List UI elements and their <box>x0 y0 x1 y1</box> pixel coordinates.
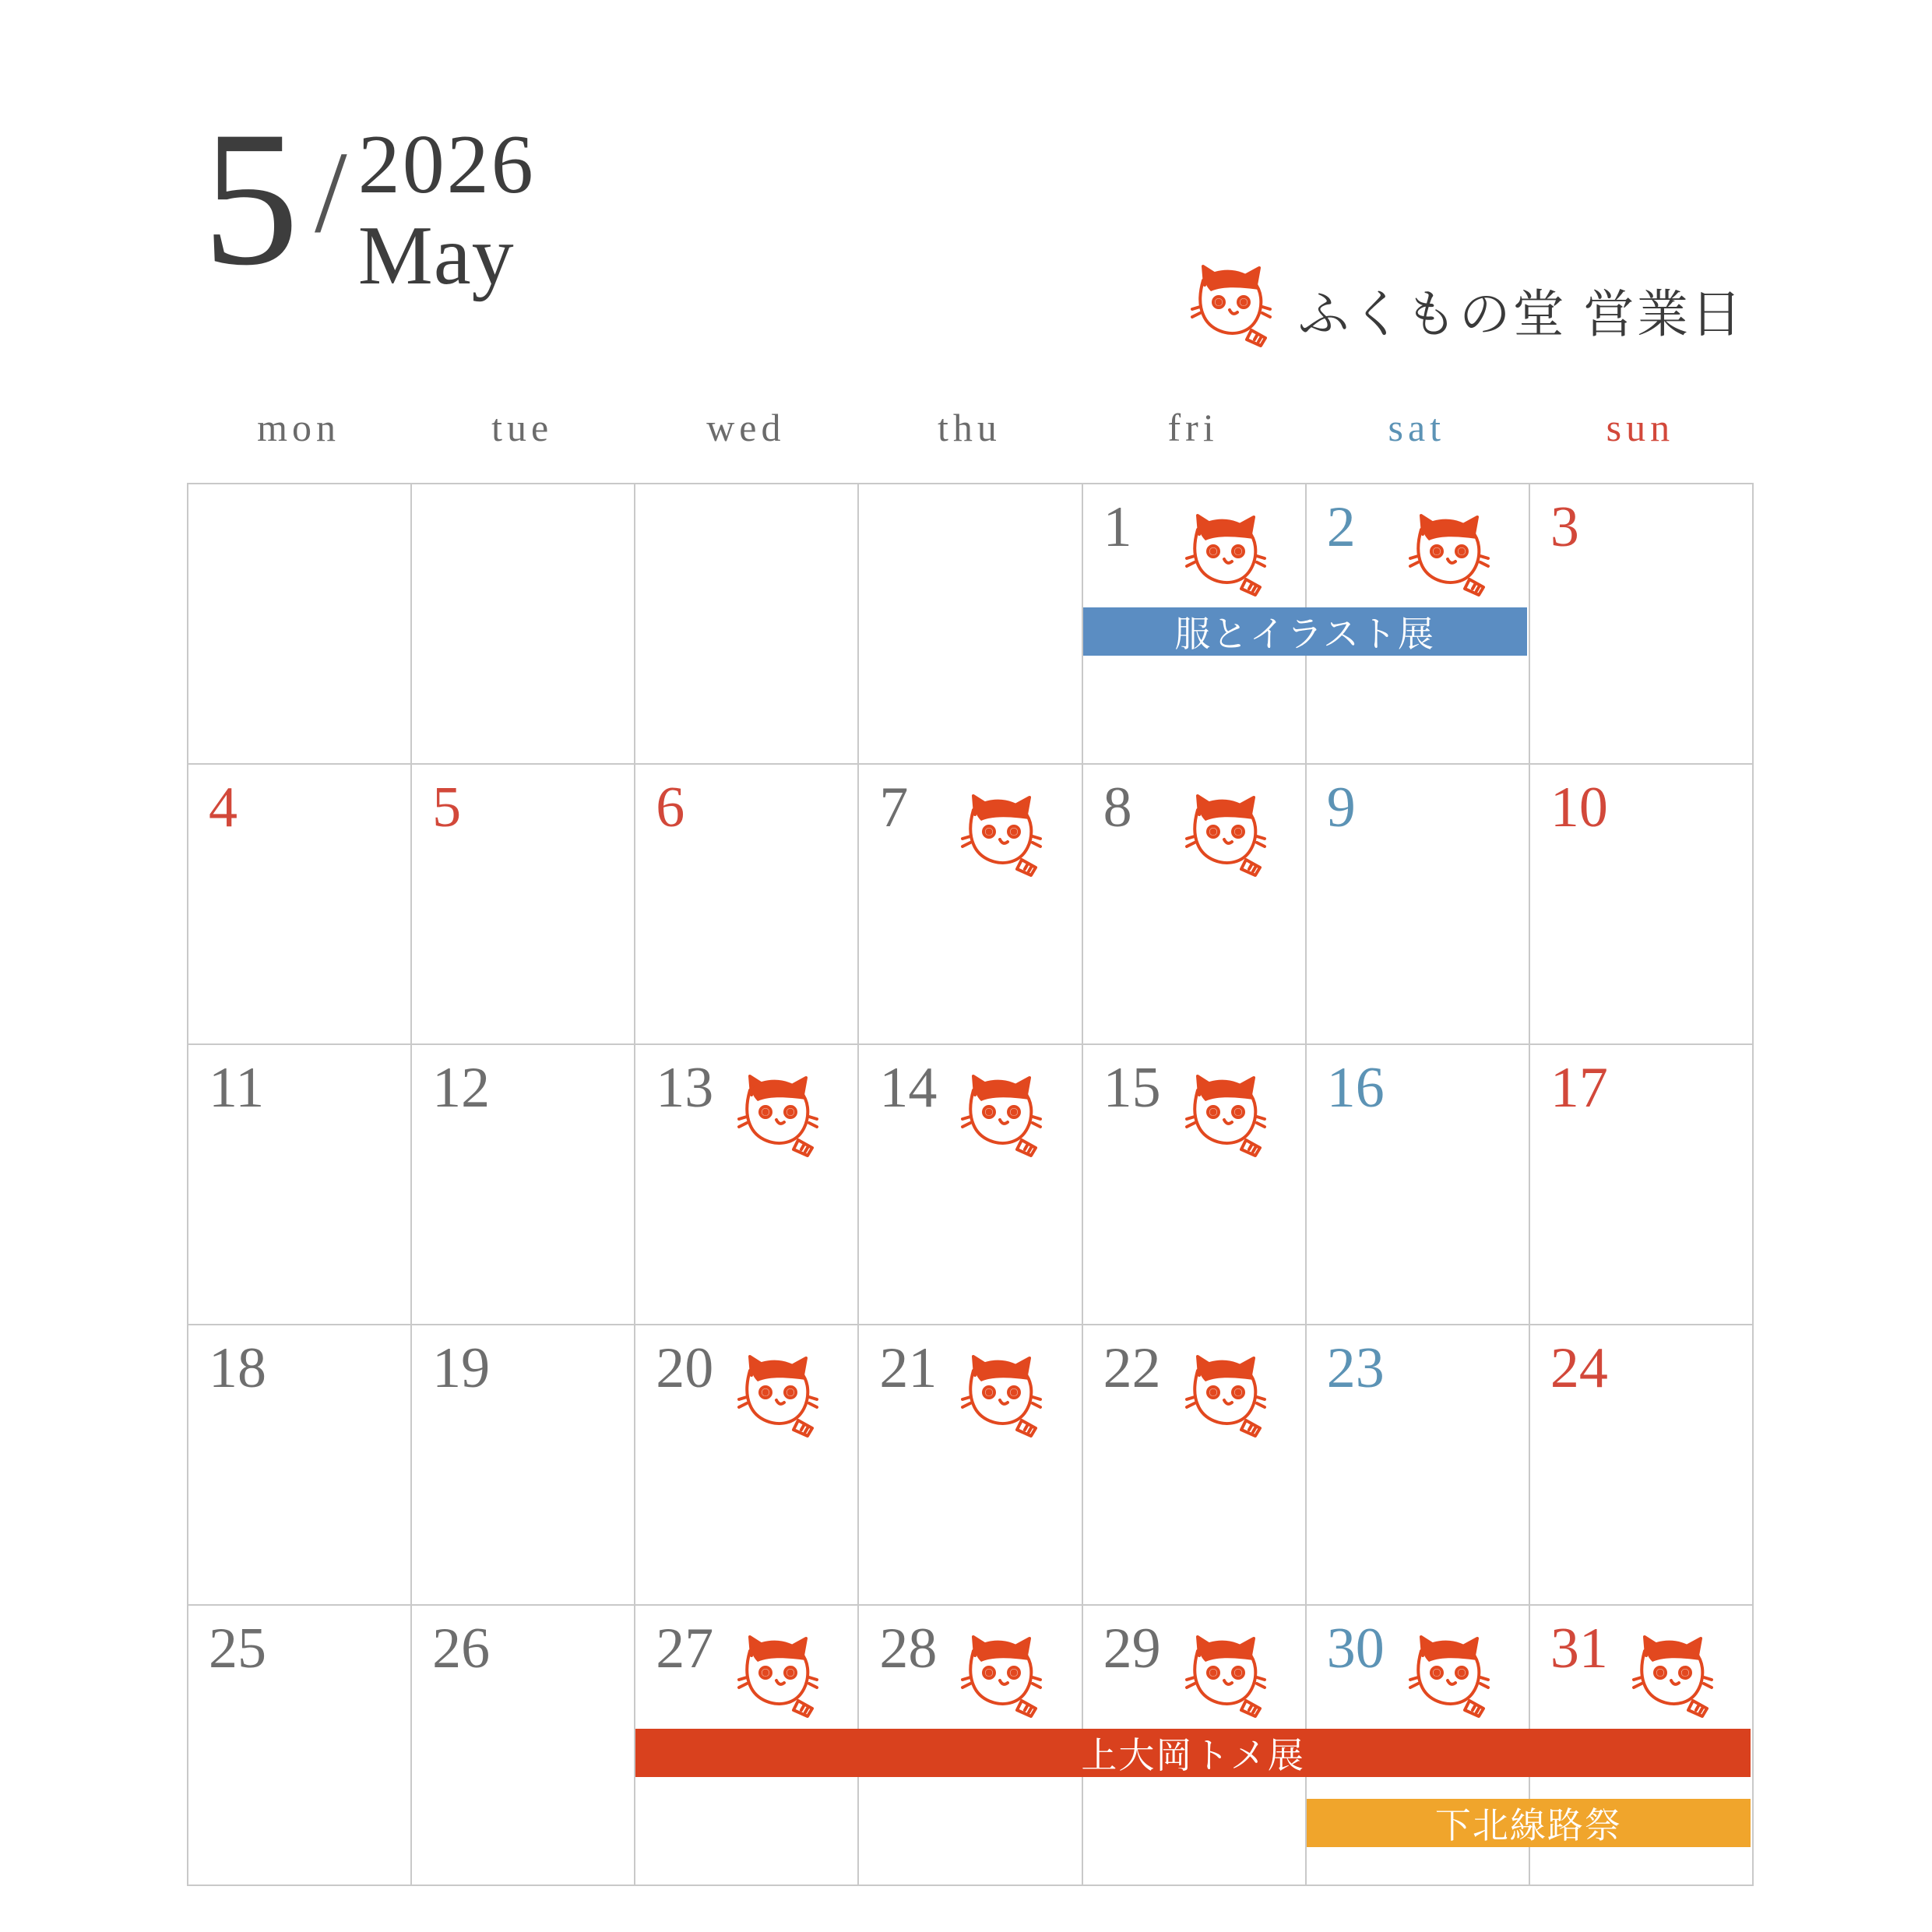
title-separator: / <box>315 128 347 257</box>
day-cell[interactable] <box>1530 765 1754 1045</box>
day-cell[interactable] <box>188 765 412 1045</box>
open-day-cat-icon <box>1167 506 1284 607</box>
event-bar[interactable] <box>635 1729 1751 1777</box>
day-cell[interactable] <box>859 1325 1082 1606</box>
open-day-cat-icon <box>1391 1628 1508 1729</box>
day-cell[interactable] <box>412 1325 635 1606</box>
day-cell-empty <box>188 484 412 765</box>
event-bar[interactable] <box>1083 607 1527 656</box>
open-day-cat-icon <box>720 1067 836 1168</box>
day-number: 17 <box>1550 1056 1608 1120</box>
open-day-cat-icon <box>943 1347 1060 1448</box>
day-cell[interactable] <box>412 1606 635 1886</box>
day-number: 9 <box>1326 776 1356 839</box>
day-cell[interactable] <box>1530 484 1754 765</box>
weekday-header-row <box>187 405 1752 450</box>
day-number: 27 <box>656 1617 714 1680</box>
brand-block <box>1184 257 1744 362</box>
day-cell[interactable] <box>1307 1045 1530 1325</box>
open-day-cat-icon <box>1167 787 1284 888</box>
open-day-cat-icon <box>1614 1628 1731 1729</box>
day-cell[interactable] <box>1307 1325 1530 1606</box>
open-day-cat-icon <box>720 1628 836 1729</box>
open-day-cat-icon <box>1167 1347 1284 1448</box>
day-number: 20 <box>656 1336 714 1400</box>
open-day-cat-icon <box>943 1067 1060 1168</box>
day-cell-empty <box>859 484 1082 765</box>
open-day-cat-icon <box>720 1347 836 1448</box>
day-cell[interactable] <box>635 765 859 1045</box>
day-number: 2 <box>1326 495 1356 559</box>
day-number: 18 <box>209 1336 266 1400</box>
day-cell[interactable] <box>188 1045 412 1325</box>
day-cell[interactable] <box>412 765 635 1045</box>
day-number: 19 <box>432 1336 491 1400</box>
day-cell[interactable] <box>1530 1325 1754 1606</box>
day-cell[interactable] <box>1083 1325 1307 1606</box>
day-number: 11 <box>209 1056 265 1120</box>
day-number: 14 <box>879 1056 938 1120</box>
day-number: 3 <box>1550 495 1579 559</box>
day-number: 4 <box>209 776 238 839</box>
day-number: 21 <box>879 1336 938 1400</box>
day-number: 12 <box>432 1056 491 1120</box>
day-cell[interactable] <box>1083 765 1307 1045</box>
month-name-label: May <box>357 209 515 302</box>
day-number: 23 <box>1326 1336 1385 1400</box>
day-cell-empty <box>412 484 635 765</box>
weekday-wed: wed <box>706 406 786 449</box>
day-number: 30 <box>1326 1617 1385 1680</box>
day-cell[interactable] <box>188 1606 412 1886</box>
day-number: 7 <box>879 776 909 839</box>
day-cell[interactable] <box>635 1045 859 1325</box>
day-number: 28 <box>879 1617 938 1680</box>
open-day-cat-icon <box>1167 1628 1284 1729</box>
day-number: 22 <box>1103 1336 1161 1400</box>
event-bar[interactable] <box>1307 1799 1751 1847</box>
day-number: 6 <box>656 776 685 839</box>
brand-label: ふくもの堂 営業日 <box>1297 285 1744 343</box>
day-cell[interactable] <box>1083 1045 1307 1325</box>
title-block <box>202 91 536 305</box>
weekday-thu: thu <box>938 406 1001 449</box>
day-cell[interactable] <box>859 765 1082 1045</box>
open-day-cat-icon <box>1391 506 1508 607</box>
day-number: 26 <box>432 1617 491 1680</box>
day-number: 8 <box>1103 776 1132 839</box>
open-day-cat-icon <box>1167 1067 1284 1168</box>
event-label: 服とイラスト展 <box>1174 614 1436 654</box>
month-number: 5 <box>202 91 297 305</box>
year-label: 2026 <box>357 118 536 211</box>
event-label: 下北線路祭 <box>1434 1805 1622 1846</box>
day-number: 25 <box>209 1617 266 1680</box>
day-cell[interactable] <box>635 1325 859 1606</box>
year-month-block <box>358 120 536 301</box>
weekday-mon: mon <box>257 406 341 449</box>
day-number: 13 <box>656 1056 714 1120</box>
day-number: 10 <box>1550 776 1608 839</box>
day-number: 15 <box>1103 1056 1161 1120</box>
weekday-tue: tue <box>491 406 554 449</box>
day-cell[interactable] <box>1307 765 1530 1045</box>
day-number: 1 <box>1103 495 1132 559</box>
open-day-cat-icon <box>943 1628 1060 1729</box>
day-number: 5 <box>432 776 462 839</box>
day-number: 16 <box>1326 1056 1385 1120</box>
day-number: 29 <box>1103 1617 1161 1680</box>
calendar-header <box>187 91 1752 343</box>
day-number: 24 <box>1550 1336 1608 1400</box>
weekday-sun: sun <box>1606 406 1675 449</box>
weekday-sat: sat <box>1388 406 1446 449</box>
day-cell[interactable] <box>188 1325 412 1606</box>
open-day-cat-icon <box>943 787 1060 888</box>
day-cell[interactable] <box>859 1045 1082 1325</box>
cat-icon <box>1184 257 1278 362</box>
day-number: 31 <box>1550 1617 1608 1680</box>
calendar-grid <box>187 483 1754 1886</box>
day-cell[interactable] <box>412 1045 635 1325</box>
day-cell[interactable] <box>1530 1045 1754 1325</box>
weekday-fri: fri <box>1167 406 1219 449</box>
day-cell-empty <box>635 484 859 765</box>
event-label: 上大岡トメ展 <box>1081 1735 1305 1775</box>
